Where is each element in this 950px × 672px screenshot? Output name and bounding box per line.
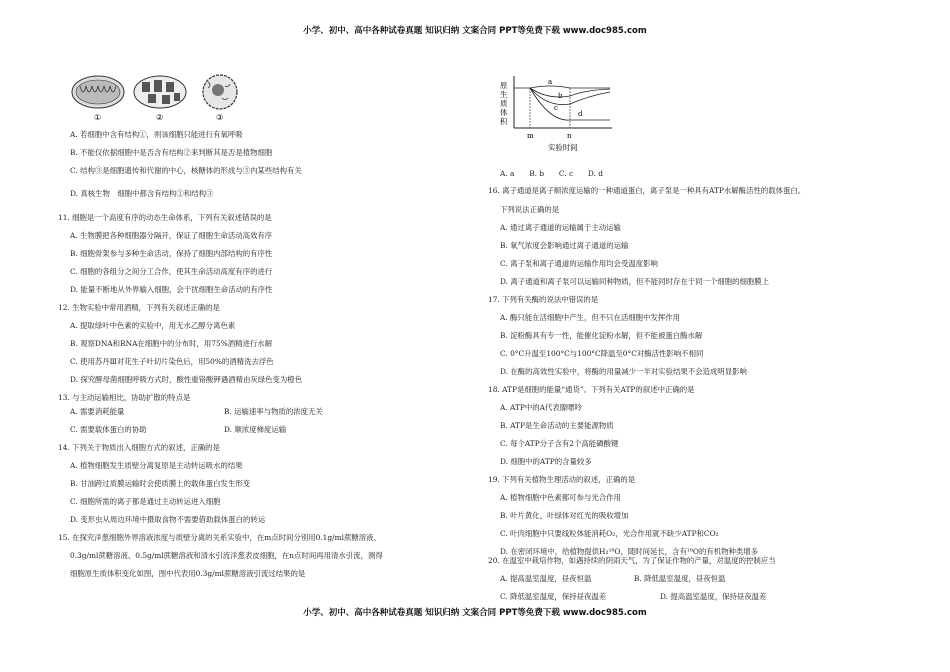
q13-option-c: C. 需要载体蛋白的协助 xyxy=(70,425,147,434)
q13-option-a: A. 需要消耗能量 xyxy=(70,407,125,416)
right-line: A. 酶只能在活细胞中产生，但不只在活细胞中发挥作用 xyxy=(500,313,681,322)
left-line: C. 使用苏丹Ⅲ对花生子叶切片染色后，用50%的酒精洗去浮色 xyxy=(70,357,274,366)
right-line: 下列说法正确的是 xyxy=(500,205,560,214)
right-line: 17. 下列有关酶的说法中错误的是 xyxy=(488,295,599,304)
right-line: A. 植物细胞中色素都可参与光合作用 xyxy=(500,493,621,502)
right-line: 16. 离子通道是离子顺浓度运输的一种通道蛋白，离子泵是一种具有ATP水解酶活性的载体蛋白。 xyxy=(488,186,806,195)
right-line: 18. ATP是细胞的能量“通货”。下列有关ATP的叙述中正确的是 xyxy=(488,385,695,394)
left-line: 14. 下列关于物质出入细胞方式的叙述，正确的是 xyxy=(58,443,220,452)
tick-label-n: n xyxy=(567,132,572,140)
q20-option-d: D. 提高温室温度，保持昼夜温差 xyxy=(660,592,767,601)
left-line: A. 若细胞中含有结构①，则该细胞只能进行有氧呼吸 xyxy=(70,130,243,139)
left-line: 15. 在探究洋葱细胞外界溶液浓度与质壁分离的关系实验中，在m点时间分别用0.1g/ml蔗糖溶液、 xyxy=(58,533,381,542)
right-line: C. 叶肉细胞中只要线粒体能消耗O₂，光合作用就不缺少ATP和CO₂ xyxy=(500,529,719,538)
left-line: B. 观察DNA和RNA在细胞中的分布时，用75%酒精进行水解 xyxy=(70,339,273,348)
mitochondrion-diagram xyxy=(72,76,124,108)
right-line: 20. 在温室中栽培作物，如遇持续的阴雨天气，为了保证作物的产量，对温度的控制应当 xyxy=(488,556,776,565)
left-line: C. 细胞所需的离子都是通过主动转运进入细胞 xyxy=(70,497,221,506)
figure-label-3: ③ xyxy=(216,113,224,122)
curve-label-d: d xyxy=(578,110,583,118)
curve-label-a: a xyxy=(548,78,553,86)
q20-option-c: C. 降低温室温度，保持昼夜温差 xyxy=(500,592,607,601)
right-line: C. 0°C升温至100°C与100°C降温至0°C对酶活性影响不相同 xyxy=(500,349,704,358)
left-line: 13. 与主动运输相比，协助扩散的特点是 xyxy=(58,393,191,402)
left-line: D. 探究酵母菌细胞呼吸方式时，酸性重铬酸钾遇酒精由灰绿色变为橙色 xyxy=(70,375,303,384)
graph-ylabel: 原生质体积 xyxy=(500,81,508,126)
graph-xlabel: 实验时间 xyxy=(548,143,578,152)
left-line: 细胞原生质体积变化如图，图中代表用0.3g/ml蔗糖溶液引流过结果的是 xyxy=(70,569,306,578)
left-line: D. 能量不断地从外界输入细胞，会干扰细胞生命活动的有序性 xyxy=(70,285,273,294)
left-line: A. 植物细胞发生质壁分离复原是主动转运吸水的结果 xyxy=(70,461,243,470)
q20-option-a: A. 提高温室温度，昼夜恒温 xyxy=(500,574,592,583)
figure-label-1: ① xyxy=(94,113,102,122)
page-footer: 小学、初中、高中各种试卷真题 知识归纳 文案合同 PPT等免费下载 www.doc985.com xyxy=(303,608,647,618)
left-line: D. 变形虫从周边环境中摄取食物不需要借助载体蛋白的转运 xyxy=(70,515,266,524)
nucleus-diagram xyxy=(203,75,237,109)
left-line: 11. 细胞是一个高度有序的动态生命体系，下列有关叙述错误的是 xyxy=(58,213,272,222)
right-line: D. 在密闭环境中，给植物提供H₂¹⁸O，随时间延长，含有¹⁸O的有机物种类增多 xyxy=(500,547,759,556)
figure-label-2: ② xyxy=(156,113,164,122)
right-line: B. 叶片黄化，叶绿体对红光的吸收增加 xyxy=(500,511,629,520)
left-line: B. 不能仅依据细胞中是否含有结构②来判断其是否是植物细胞 xyxy=(70,148,273,157)
left-line: C. 细胞的各组分之间分工合作，使其生命活动高度有序的进行 xyxy=(70,267,273,276)
right-line: D. 离子通道和离子泵可以运输同种物质，但不能同时存在于同一个细胞的细胞膜上 xyxy=(500,277,770,286)
right-line: B. 氧气浓度会影响通过离子通道的运输 xyxy=(500,241,629,250)
page-header: 小学、初中、高中各种试卷真题 知识归纳 文案合同 PPT等免费下载 www.doc985.com xyxy=(303,26,647,36)
chloroplast-diagram xyxy=(134,76,186,108)
right-line: D. 在酶的高效性实验中，将酶的用量减少一半对实验结果不会造成明显影响 xyxy=(500,367,747,376)
tick-label-m: m xyxy=(527,132,534,140)
curve-label-c: c xyxy=(554,104,558,112)
right-line: 19. 下列有关植物生理活动的叙述，正确的是 xyxy=(488,475,636,484)
right-line: A. 通过离子通道的运输属于主动运输 xyxy=(500,223,621,232)
right-line: B. ATP是生命活动的主要能源物质 xyxy=(500,421,614,430)
left-line: A. 生物膜把各种细胞器分隔开，保证了细胞生命活动高效有序 xyxy=(70,231,273,240)
q20-option-b: B. 降低温室温度，昼夜恒温 xyxy=(634,574,726,583)
left-line: 0.3g/ml蔗糖溶液、0.5g/ml蔗糖溶液和清水引流洋葱表皮细胞，在n点时间再用清水引流，测得 xyxy=(70,551,383,560)
left-line: C. 结构③是细胞遗传和代谢的中心，核糖体的形成与③内某些结构有关 xyxy=(70,166,302,175)
curve-label-b: b xyxy=(558,92,563,100)
left-line: 12. 生物实验中常用酒精，下列有关叙述正确的是 xyxy=(58,303,220,312)
right-line: C. 每个ATP分子含有2个高能磷酸键 xyxy=(500,439,619,448)
right-line: D. 细胞中的ATP的含量较多 xyxy=(500,457,592,466)
left-line: B. 甘油跨过质膜运输时会使质膜上的载体蛋白发生形变 xyxy=(70,479,251,488)
right-line: C. 离子泵和离子通道的运输作用均会受温度影响 xyxy=(500,259,658,268)
right-line: A. a B. b C. c D. d xyxy=(500,169,603,178)
left-line: D. 真核生物 细胞中都含有结构①和结构③ xyxy=(70,189,214,198)
right-line: A. ATP中的A代表腺嘌呤 xyxy=(500,403,582,412)
right-line: B. 淀粉酶具有专一性，能催化淀粉水解，但不能被蛋白酶水解 xyxy=(500,331,703,340)
organelle-figure xyxy=(70,72,250,122)
left-line: B. 细胞骨架参与多种生命活动，保持了细胞内部结构的有序性 xyxy=(70,249,273,258)
q13-option-b: B. 运输速率与物质的浓度无关 xyxy=(224,407,323,416)
left-line: A. 提取绿叶中色素的实验中，用无水乙醇分离色素 xyxy=(70,321,236,330)
protoplast-volume-graph xyxy=(500,70,620,155)
q13-option-d: D. 顺浓度梯度运输 xyxy=(224,425,287,434)
